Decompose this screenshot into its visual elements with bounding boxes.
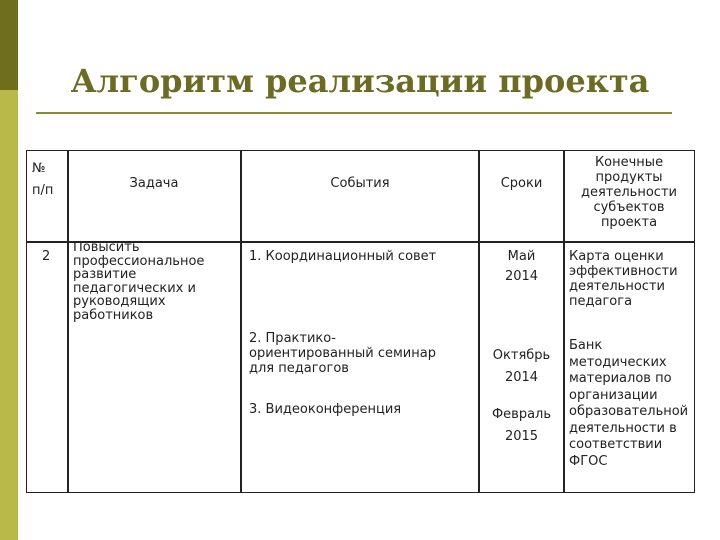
product-item: Банк методических материалов по организации образовательной деятельности в соответствии ФГОС: [569, 338, 689, 469]
column-divider: [67, 150, 69, 493]
event-item: 1. Координационный совет: [249, 249, 437, 264]
event-item: 2. Практико-ориентированный семинар для педагогов: [249, 331, 436, 376]
title-underline: [36, 112, 672, 114]
header-num: № п/п: [32, 161, 54, 198]
header-dates: Сроки: [500, 176, 543, 191]
column-divider: [563, 150, 565, 493]
header-events: События: [330, 176, 390, 191]
slide-title: Алгоритм реализации проекта: [70, 62, 650, 100]
header-task: Задача: [129, 176, 179, 191]
date-item: Февраль 2015: [491, 407, 552, 444]
event-item: 3. Видеоконференция: [249, 402, 402, 417]
product-item: Карта оценки эффективности деятельности педагога: [569, 249, 678, 309]
date-item: Октябрь 2014: [492, 348, 551, 385]
header-products: Конечные продукты деятельности субъектов проекта: [581, 155, 677, 230]
row-num: 2: [42, 249, 51, 264]
date-item: Май 2014: [504, 249, 539, 284]
row-task: Повысить профессиональное развитие педагогических и руководящих работников: [73, 240, 205, 323]
